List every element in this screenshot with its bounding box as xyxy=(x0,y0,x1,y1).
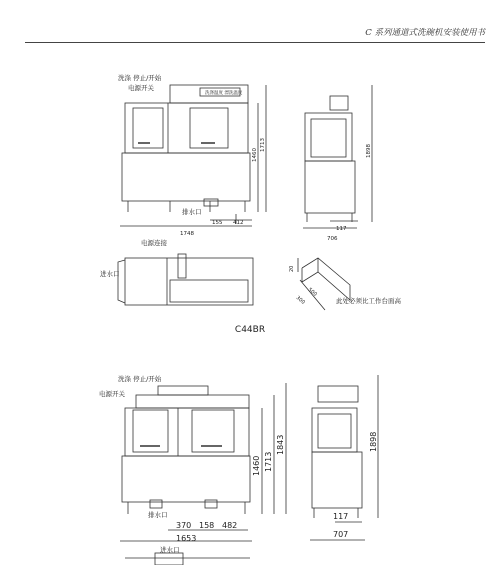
d2-dim-707: 707 xyxy=(333,530,349,539)
d1-panel-text: 洗涤温度 漂洗温度 xyxy=(205,91,243,96)
d1-dim-300: 300 xyxy=(294,294,306,306)
d1-dim-155: 155 xyxy=(212,220,223,226)
d1-dim-1748: 1748 xyxy=(180,231,194,237)
d2-label-water-in: 进水口 xyxy=(160,546,180,554)
d2-dim-1843: 1843 xyxy=(276,434,285,455)
d1-label-hood-note: 此处必须比工作台面高 xyxy=(336,297,401,305)
d1-dim-117: 117 xyxy=(336,226,347,232)
d1-dim-1713: 1713 xyxy=(260,138,266,152)
d1-side-view xyxy=(303,85,372,228)
d1-dim-412: 412 xyxy=(233,220,244,226)
d2-dim-370: 370 xyxy=(176,521,192,530)
d1-dim-1898: 1898 xyxy=(366,144,372,158)
d2-front-view xyxy=(120,383,286,541)
d2-dim-482: 482 xyxy=(222,521,238,530)
model-label: C44BR xyxy=(234,325,266,335)
d1-front-view xyxy=(120,85,266,226)
d2-plan-view xyxy=(125,553,250,565)
d1-label-wash-toggle: 洗涤 停止/开始 xyxy=(118,74,162,82)
d2-dim-1460: 1460 xyxy=(252,455,261,476)
d2-label-wash-toggle: 洗涤 停止/开始 xyxy=(118,375,162,383)
d1-label-water-in: 进水口 xyxy=(100,270,120,278)
d1-label-power-switch: 电源开关 xyxy=(128,84,154,92)
d1-plan-view xyxy=(118,254,253,305)
page-header: C 系列通道式洗碗机安装使用书 xyxy=(365,28,485,38)
d2-dim-1898: 1898 xyxy=(369,431,378,452)
d1-label-drain: 排水口 xyxy=(182,208,202,216)
d2-dim-1653: 1653 xyxy=(176,534,197,543)
d1-dim-500: 500 xyxy=(306,286,318,298)
d2-label-drain: 排水口 xyxy=(148,511,168,519)
d2-dim-158: 158 xyxy=(199,521,215,530)
d1-dim-706: 706 xyxy=(327,236,338,242)
d2-dim-1713: 1713 xyxy=(264,451,273,472)
d2-label-power-switch: 电源开关 xyxy=(99,390,125,398)
d2-dim-117: 117 xyxy=(333,512,349,521)
d1-dim-20: 20 xyxy=(289,265,295,272)
d1-label-power-conn: 电源连接 xyxy=(141,239,167,247)
d1-dim-1460: 1460 xyxy=(252,148,258,162)
